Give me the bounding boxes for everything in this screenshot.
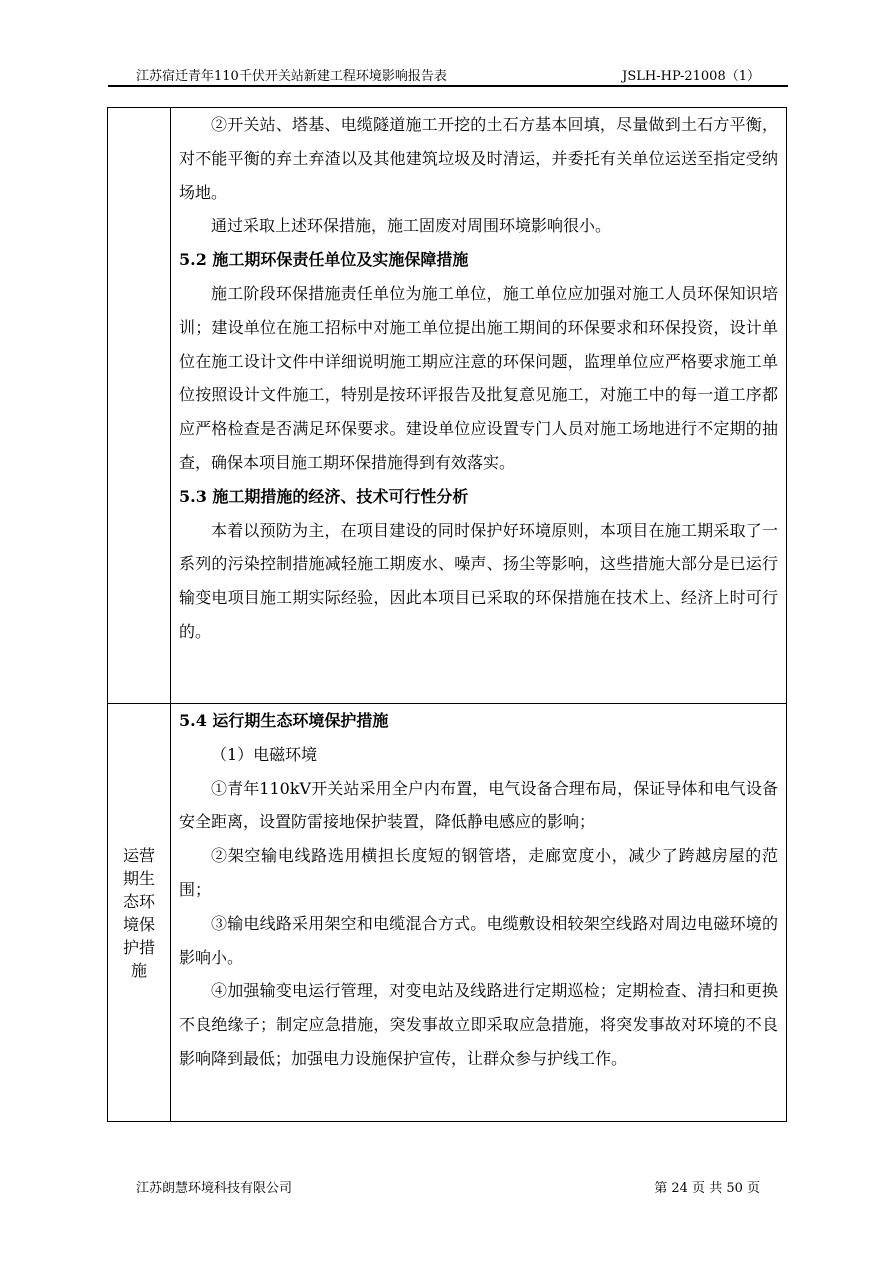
header-report-title: 江苏宿迁青年110千伏开关站新建工程环境影响报告表: [136, 69, 447, 84]
footer-page-number: 第 24 页 共 50 页: [654, 1181, 760, 1196]
paragraph: 本着以预防为主，在项目建设的同时保护好环境原则，本项目在施工期采取了一系列的污染控制措施减轻施工期废水、噪声、扬尘等影响，这些措施大部分是已运行输变电项目施工期实际经验，因此本项目已采取的环保措施在技术上、经济上时可行的。: [179, 520, 778, 641]
row-content-construction: [171, 108, 786, 703]
table-row-construction: [108, 108, 786, 703]
page-header: [108, 63, 788, 87]
paragraph: ③输电线路采用架空和电缆混合方式。电缆敷设相较架空线路对周边电磁环境的影响小。: [179, 913, 778, 967]
row-label-cell: [108, 108, 171, 703]
header-doc-number: JSLH-HP-21008（1）: [622, 69, 760, 84]
row-content-operation: [171, 704, 786, 1121]
paragraph: ①青年110kV开关站采用全户内布置，电气设备合理布局，保证导体和电气设备安全距离，设置防雷接地保护装置，降低静电感应的影响；: [179, 778, 778, 832]
row-label-operation: 运营期生态环境保护措施: [122, 845, 155, 980]
paragraph: 施工阶段环保措施责任单位为施工单位，施工单位应加强对施工人员环保知识培训；建设单位在施工招标中对施工单位提出施工期间的环保要求和环保投资，设计单位在施工设计文件中详细说明施工期应注意的环保问题，监理单位应严格要求施工单位按照设计文件施工，特别是按环评报告及批复意见施工，对施工中的每一道工序都应严格检查是否满足环保要求。建设单位应设置专门人员对施工场地进行不定期的抽查，确保本项目施工期环保措施得到有效落实。: [179, 283, 778, 472]
measures-table: [107, 107, 787, 1122]
paragraph: ②开关站、塔基、电缆隧道施工开挖的土石方基本回填，尽量做到土石方平衡，对不能平衡的弃土弃渣以及其他建筑垃圾及时清运，并委托有关单位运送至指定受纳场地。: [179, 115, 778, 202]
paragraph: ②架空输电线路选用横担长度短的钢管塔，走廊宽度小，减少了跨越房屋的范围；: [179, 846, 778, 899]
subheading: （1）电磁环境: [211, 744, 318, 764]
section-heading: 5.2 施工期环保责任单位及实施保障措施: [179, 250, 469, 270]
section-heading: 5.4 运行期生态环境保护措施: [179, 711, 389, 730]
paragraph: 通过采取上述环保措施，施工固废对周围环境影响很小。: [211, 216, 612, 236]
footer-company: 江苏朗慧环境科技有限公司: [136, 1181, 293, 1196]
table-row-operation: [108, 703, 786, 1121]
section-heading: 5.3 施工期措施的经济、技术可行性分析: [179, 486, 469, 506]
row-label-cell: [108, 704, 171, 1121]
paragraph: ④加强输变电运行管理，对变电站及线路进行定期巡检；定期检查、清扫和更换不良绝缘子；制定应急措施，突发事故立即采取应急措施，将突发事故对环境的不良影响降到最低；加强电力设施保护宣传，让群众参与护线工作。: [179, 981, 778, 1068]
